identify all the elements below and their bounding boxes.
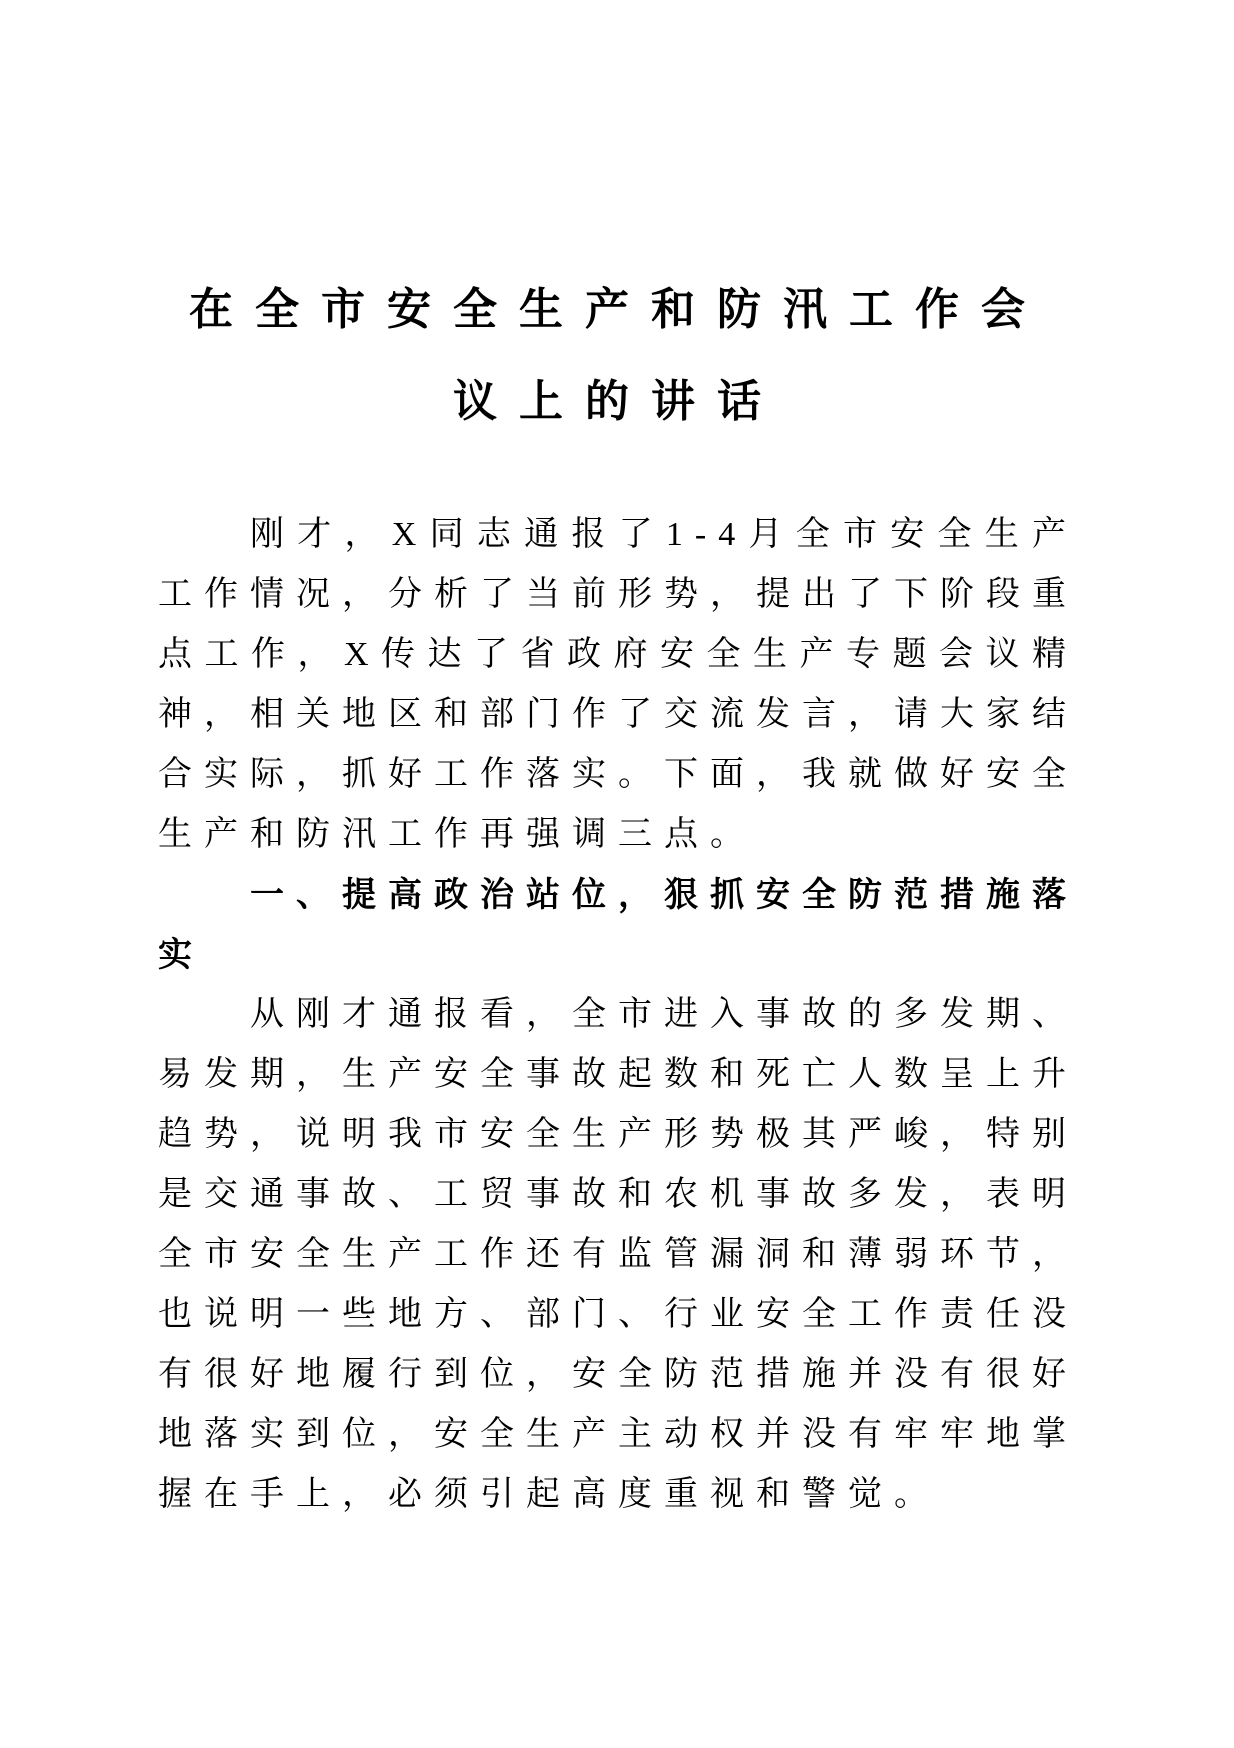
document-title: 在全市安全生产和防汛工作会议上的讲话	[189, 285, 1047, 426]
paragraph-intro: 刚才，X同志通报了1-4月全市安全生产工作情况，分析了当前形势，提出了下阶段重点工作，X传达了省政府安全生产专题会议精神，相关地区和部门作了交流发言，请大家结合实际，抓好工作落实。下面，我就做好安全生产和防汛工作再强调三点。	[158, 516, 1078, 853]
document-body	[158, 505, 1078, 1525]
section-heading-one: 一、提高政治站位，狠抓安全防范措施落实	[158, 876, 1078, 974]
paragraph-section-one-body: 从刚才通报看，全市进入事故的多发期、易发期，生产安全事故起数和死亡人数呈上升趋势，说明我市安全生产形势极其严峻，特别是交通事故、工贸事故和农机事故多发，表明全市安全生产工作还有监管漏洞和薄弱环节，也说明一些地方、部门、行业安全工作责任没有很好地履行到位，安全防范措施并没有很好地落实到位，安全生产主动权并没有牢牢地掌握在手上，必须引起高度重视和警觉。	[158, 996, 1078, 1513]
